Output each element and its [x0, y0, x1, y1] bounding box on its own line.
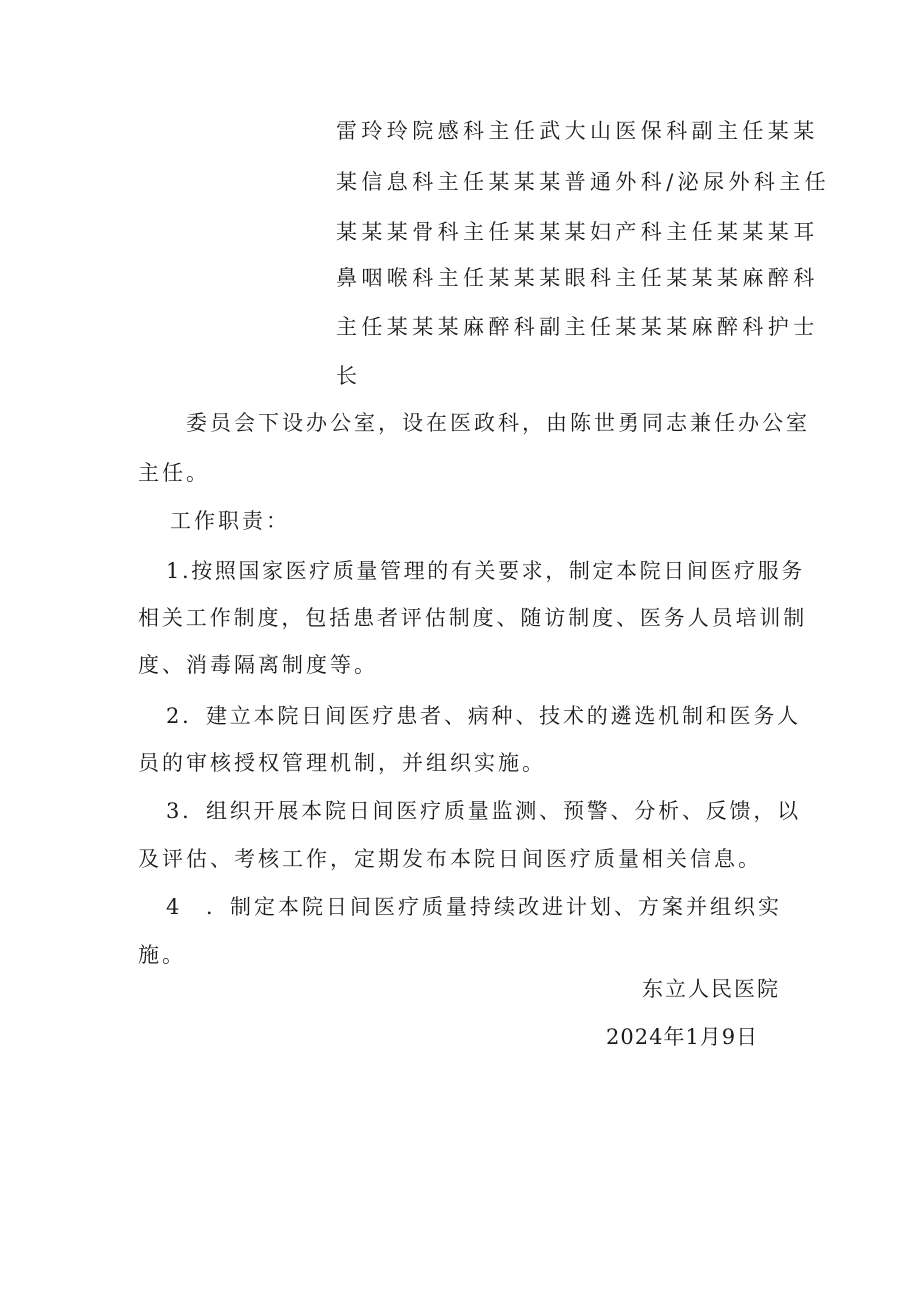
duties-heading: 工作职责： — [170, 509, 290, 533]
member-line: 雷玲玲院感科主任武大山医保科副主任某某 — [336, 119, 819, 143]
paragraph-line: ．制定本院日间医疗质量持续改进计划、方案并组织实 — [206, 895, 782, 919]
duty-number: 4 — [166, 895, 183, 919]
paragraph-line: 相关工作制度，包括患者评估制度、随访制度、医务人员培训制 — [138, 606, 808, 630]
paragraph-line: 及评估、考核工作，定期发布本院日间医疗质量相关信息。 — [138, 847, 762, 871]
paragraph-line: 员的审核授权管理机制，并组织实施。 — [138, 751, 546, 775]
member-line: 某某某骨科主任某某某妇产科主任某某某耳 — [336, 220, 819, 244]
signature-date: 2024年1月9日 — [606, 1025, 759, 1049]
member-line: 长 — [336, 364, 362, 388]
member-line: 主任某某某麻醉科副主任某某某麻醉科护士 — [336, 315, 819, 339]
paragraph-line: 主任。 — [138, 461, 210, 485]
member-line: 鼻咽喉科主任某某某眼科主任某某某麻醉科 — [336, 266, 819, 290]
paragraph-line: 3．组织开展本院日间医疗质量监测、预警、分析、反馈，以 — [166, 799, 801, 823]
paragraph-line: 2．建立本院日间医疗患者、病种、技术的遴选机制和医务人 — [166, 704, 801, 728]
paragraph-line: 施。 — [138, 943, 186, 967]
member-line: 某信息科主任某某某普通外科/泌尿外科主任 — [336, 170, 831, 194]
signature-organization: 东立人民医院 — [642, 977, 780, 1001]
paragraph-line: 1.按照国家医疗质量管理的有关要求，制定本院日间医疗服务 — [166, 559, 805, 583]
paragraph-line: 委员会下设办公室，设在医政科，由陈世勇同志兼任办公室 — [186, 411, 810, 435]
paragraph-line: 度、消毒隔离制度等。 — [138, 653, 378, 677]
